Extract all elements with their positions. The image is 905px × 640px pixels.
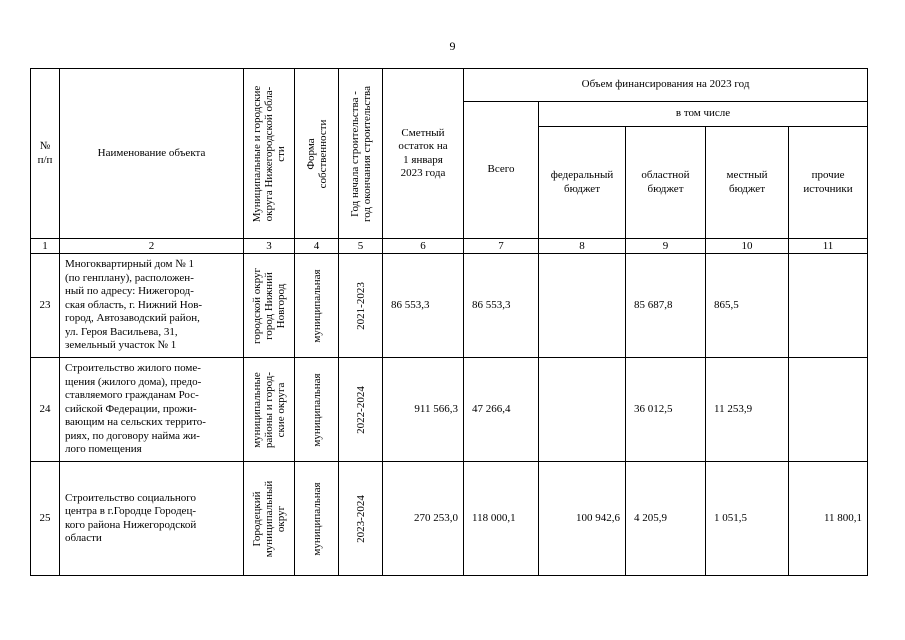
header-federal (539, 127, 626, 239)
page-number: 9 (449, 39, 456, 53)
header-total: Всего (464, 102, 539, 239)
header-municipal-line: округа Нижегородской обла- (263, 86, 275, 221)
header-other (789, 127, 868, 239)
object-name-line: ул. Героя Васильева, 31, (65, 325, 178, 338)
other-value (789, 358, 868, 462)
object-name (60, 358, 244, 462)
header-ownership-line: Форма (304, 137, 317, 170)
years-cell (339, 254, 383, 358)
regional-value: 85 687,8 (626, 254, 706, 358)
header-municipal-line: сти (275, 145, 287, 162)
ownership-cell (295, 358, 339, 462)
column-index: 3 (244, 239, 295, 254)
object-name-line: щения (жилого дома), предо- (65, 375, 202, 388)
years-text: 2021-2023 (354, 281, 367, 330)
table-row (31, 462, 868, 576)
object-name-line: Строительство жилого поме- (65, 362, 201, 375)
header-regional (626, 127, 706, 239)
header-estimate (383, 69, 464, 239)
column-index: 4 (295, 239, 339, 254)
header-name: Наименование объекта (60, 69, 244, 239)
object-name (60, 254, 244, 358)
header-num (31, 69, 60, 239)
column-index: 9 (626, 239, 706, 254)
header-local-line: местный (726, 169, 768, 181)
municipal-line: муниципальный (263, 480, 275, 557)
header-num-line: п/п (37, 153, 53, 166)
column-index: 8 (539, 239, 626, 254)
ownership-cell (295, 462, 339, 576)
object-name-line: ставляемого гражданам Рос- (65, 389, 199, 402)
header-regional-line: бюджет (647, 182, 684, 195)
header-local-line: бюджет (729, 182, 765, 195)
federal-value (539, 358, 626, 462)
object-name-line: ская область, г. Нижний Нов- (65, 298, 203, 311)
header-num-line: № (39, 140, 51, 152)
municipal-cell (244, 254, 295, 358)
header-municipal-line: Муниципальные и городские (251, 85, 263, 222)
row-num: 23 (31, 254, 60, 358)
column-index-row (31, 239, 868, 254)
years-cell (339, 358, 383, 462)
header-other-line: прочие (811, 169, 845, 181)
municipal-line: Новгород (275, 283, 287, 328)
header-years-line: год окончания строительства (360, 85, 373, 222)
table-row (31, 254, 868, 358)
years-text: 2023-2024 (354, 494, 367, 543)
header-years-line: Год начала строительства - (348, 90, 361, 217)
object-name-line: (по генплану), расположен- (65, 271, 194, 284)
column-index: 10 (706, 239, 789, 254)
header-estimate-line: остаток на (398, 140, 448, 152)
municipal-line: ские округа (275, 382, 287, 437)
object-name-line: сийской Федерации, прожи- (65, 402, 197, 415)
regional-value: 36 012,5 (626, 358, 706, 462)
regional-value: 4 205,9 (626, 462, 706, 576)
column-index: 2 (60, 239, 244, 254)
table-row (31, 358, 868, 462)
total-value: 86 553,3 (464, 254, 539, 358)
federal-value: 100 942,6 (539, 462, 626, 576)
estimate-value: 270 253,0 (383, 462, 464, 576)
column-index: 1 (31, 239, 60, 254)
federal-value (539, 254, 626, 358)
total-value: 47 266,4 (464, 358, 539, 462)
local-value: 11 253,9 (706, 358, 789, 462)
header-federal-line: федеральный (550, 169, 614, 181)
object-name-line: риях, по договору найма жи- (65, 429, 200, 442)
ownership-text: муниципальная (310, 268, 323, 343)
header-estimate-line: Сметный (401, 126, 445, 139)
object-name-line: вающим на сельских террито- (65, 416, 206, 429)
object-name (60, 462, 244, 576)
header-years (339, 69, 383, 239)
municipal-line: Городецкий (251, 490, 263, 547)
municipal-line: районы и город- (263, 371, 275, 448)
header-local (706, 127, 789, 239)
header-financing: Объем финансирования на 2023 год (464, 69, 868, 102)
header-estimate-line: 1 января (403, 153, 443, 166)
object-name-line: ный по адресу: Нижегород- (65, 285, 194, 298)
years-text: 2022-2024 (354, 385, 367, 434)
years-cell (339, 462, 383, 576)
other-value: 11 800,1 (789, 462, 868, 576)
other-value (789, 254, 868, 358)
header-regional-line: областной (641, 169, 690, 181)
object-name-line: Многоквартирный дом № 1 (65, 258, 194, 271)
municipal-line: муниципальные (251, 371, 263, 448)
row-num: 25 (31, 462, 60, 576)
financing-table (30, 68, 868, 576)
header-ownership-line: собственности (316, 119, 329, 188)
header-federal-line: бюджет (564, 182, 600, 195)
municipal-cell (244, 462, 295, 576)
object-name-line: город, Автозаводский район, (65, 312, 200, 325)
object-name-line: кого района Нижегородской (65, 518, 197, 531)
municipal-line: округ (275, 505, 287, 532)
object-name-line: земельный участок № 1 (65, 339, 177, 352)
column-index: 7 (464, 239, 539, 254)
header-including: в том числе (539, 102, 868, 127)
local-value: 1 051,5 (706, 462, 789, 576)
total-value: 118 000,1 (464, 462, 539, 576)
header-municipal (244, 69, 295, 239)
header-other-line: источники (803, 182, 853, 195)
object-name-line: области (65, 532, 102, 544)
municipal-line: город Нижний (263, 271, 275, 340)
column-index: 6 (383, 239, 464, 254)
local-value: 865,5 (706, 254, 789, 358)
municipal-cell (244, 358, 295, 462)
ownership-cell (295, 254, 339, 358)
object-name-line: лого помещения (65, 443, 142, 456)
object-name-line: Строительство социального (65, 491, 197, 504)
estimate-value: 911 566,3 (383, 358, 464, 462)
ownership-text: муниципальная (310, 372, 323, 447)
row-num: 24 (31, 358, 60, 462)
header-ownership (295, 69, 339, 239)
estimate-value: 86 553,3 (383, 254, 464, 358)
header-estimate-line: 2023 года (400, 167, 446, 179)
column-index: 11 (789, 239, 868, 254)
object-name-line: центра в г.Городце Городец- (65, 505, 196, 517)
municipal-line: городской округ (251, 267, 263, 344)
ownership-text: муниципальная (310, 481, 323, 556)
column-index: 5 (339, 239, 383, 254)
